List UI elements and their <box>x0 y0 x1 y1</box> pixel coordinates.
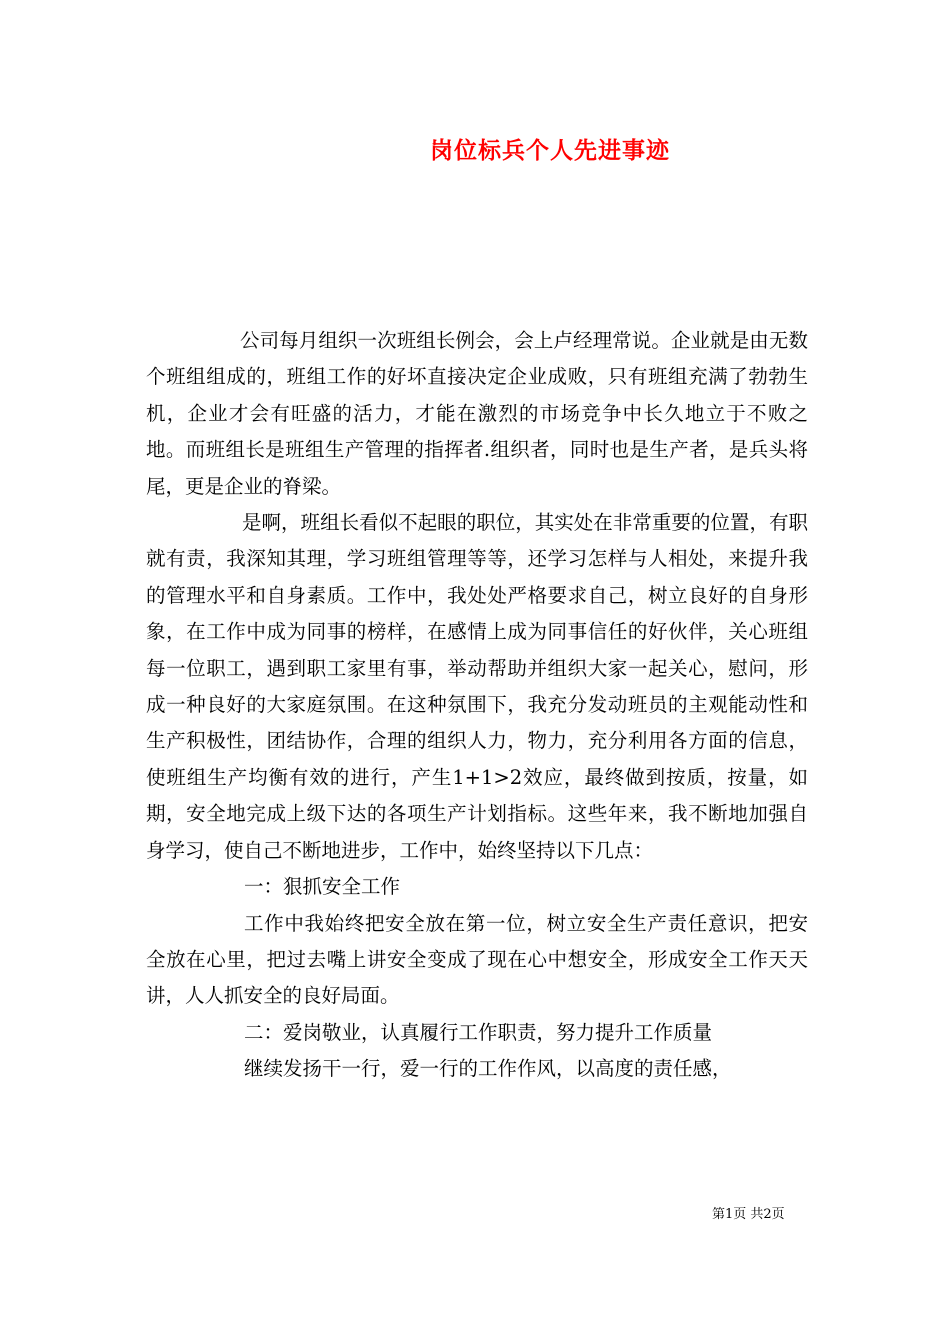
section-heading: 二：爱岗敬业，认真履行工作职责，努力提升工作质量 <box>244 1020 713 1044</box>
paragraph: 是啊，班组长看似不起眼的职位，其实处在非常重要的位置，有职就有责，我深知其理，学习班组管理等等，还学习怎样与人相处，来提升我的管理水平和自身素质。工作中，我处处严格要求自己，树立良好的自身形象，在工作中成为同事的榜样，在感情上成为同事信任的好伙伴，关心班组每一位职工，遇到职工家里有事，举动帮助并组织大家一起关心，慰问，形成一种良好的大家庭氛围。在这种氛围下，我充分发动班员的主观能动性和生产积极性，团结协作，合理的组织人力，物力，充分利用各方面的信息，使班组生产均衡有效的进行，产生1+1>2效应，最终做到按质，按量，如期，安全地完成上级下达的各项生产计划指标。这些年来，我不断地加强自身学习，使自己不断地进步，工作中，始终坚持以下几点： <box>146 511 808 862</box>
page-number: 第1页 共2页 <box>712 1207 785 1222</box>
paragraph: 公司每月组织一次班组长例会，会上卢经理常说。企业就是由无数个班组组成的，班组工作的好坏直接决定企业成败，只有班组充满了勃勃生机，企业才会有旺盛的活力，才能在激烈的市场竞争中长久地立于不败之地。而班组长是班组生产管理的指挥者.组织者，同时也是生产者，是兵头将尾，更是企业的脊梁。 <box>146 329 808 498</box>
paragraph: 继续发扬干一行，爱一行的工作作风，以高度的责任感， <box>244 1057 732 1081</box>
section-heading: 一：狠抓安全工作 <box>244 875 401 899</box>
document-body <box>146 323 808 1088</box>
document-title: 岗位标兵个人先进事迹 <box>430 137 670 164</box>
paragraph: 工作中我始终把安全放在第一位，树立安全生产责任意识，把安全放在心里，把过去嘴上讲安全变成了现在心中想安全，形成安全工作天天讲，人人抓安全的良好局面。 <box>146 911 808 1008</box>
